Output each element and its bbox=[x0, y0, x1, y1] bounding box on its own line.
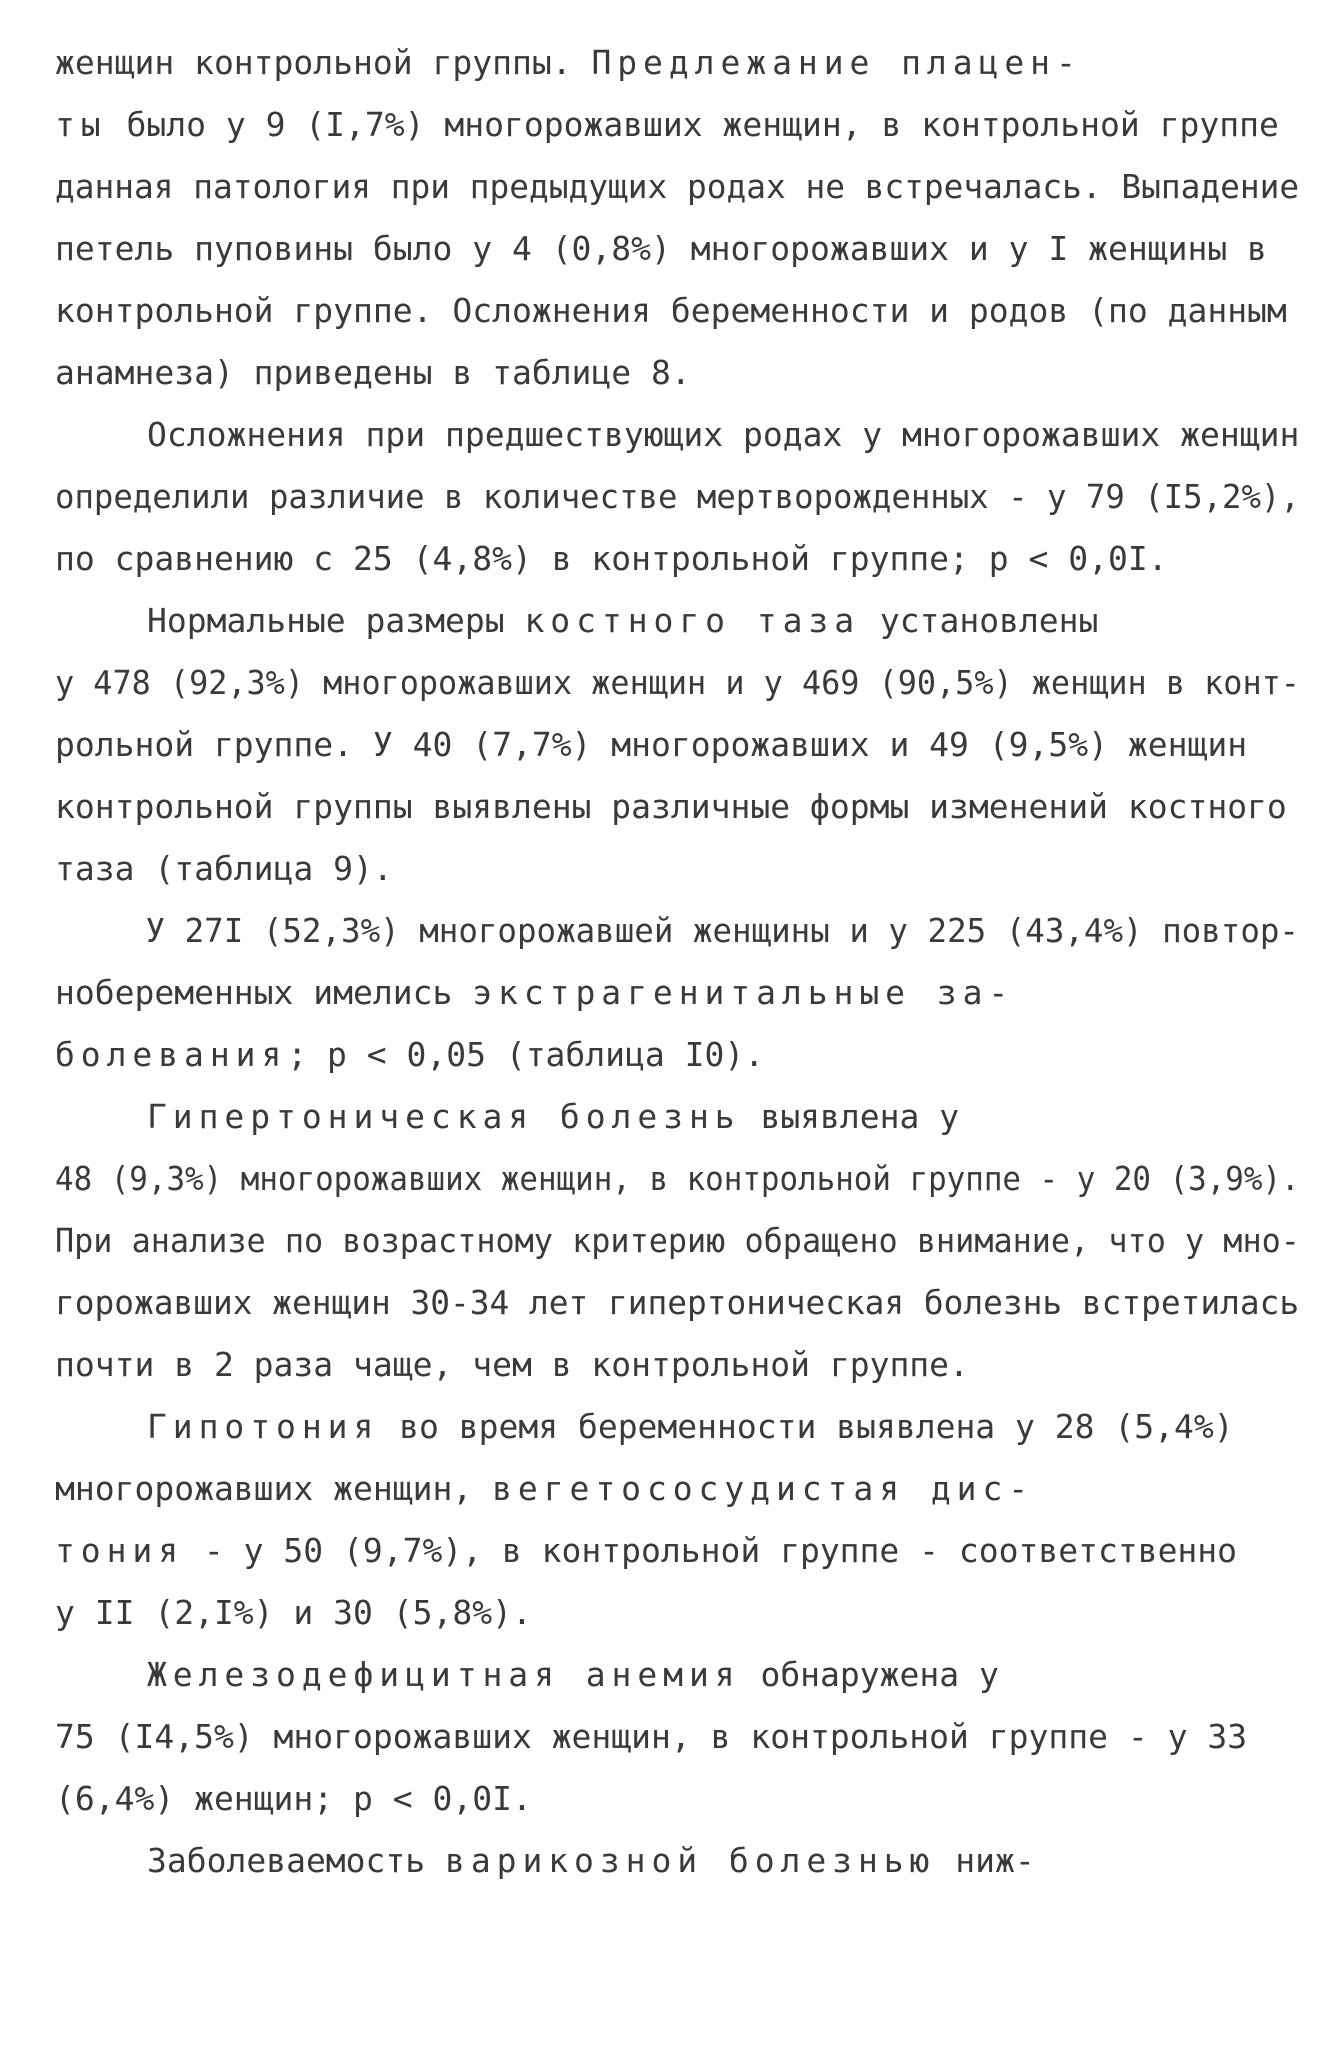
text-segment: обнаружена у bbox=[740, 1655, 999, 1694]
text-segment: почти в 2 раза чаще, чем в контрольной группе. bbox=[55, 1345, 969, 1384]
text-segment: петель пуповины было у 4 (0,8%) многорожавших и у I женщины в bbox=[55, 229, 1267, 268]
text-line bbox=[55, 32, 1300, 94]
text-line bbox=[55, 404, 1300, 466]
text-segment: (6,4%) женщин; р < 0,0I. bbox=[55, 1779, 532, 1818]
text-line bbox=[55, 652, 1300, 714]
text-line bbox=[55, 1458, 1300, 1520]
text-segment: контрольной группе. Осложнения беременности и родов (по данным bbox=[55, 291, 1287, 330]
text-line bbox=[55, 590, 1300, 652]
text-line bbox=[55, 280, 1300, 342]
emphasized-term: вегетососудистая дис- bbox=[492, 1469, 1035, 1508]
emphasized-term: болевания bbox=[55, 1035, 288, 1074]
text-segment: ; р < 0,05 (таблица I0). bbox=[287, 1035, 765, 1074]
emphasized-term: экстрагенитальные за- bbox=[472, 973, 1015, 1012]
text-segment: контрольной группы выявлены различные формы изменений костного bbox=[55, 787, 1287, 826]
emphasized-term: костного таза bbox=[524, 601, 860, 640]
text-line bbox=[55, 342, 1300, 404]
text-line bbox=[55, 1024, 1300, 1086]
text-segment: во время беременности выявлена у 28 (5,4%) bbox=[379, 1407, 1234, 1446]
text-line bbox=[55, 94, 1300, 156]
text-segment: - у 50 (9,7%), в контрольной группе - соответственно bbox=[184, 1531, 1238, 1570]
text-line bbox=[55, 1334, 1300, 1396]
emphasized-term: тония bbox=[55, 1531, 185, 1570]
text-segment: 75 (I4,5%) многорожавших женщин, в контрольной группе - у 33 bbox=[55, 1717, 1248, 1756]
text-segment: было у 9 (I,7%) многорожавших женщин, в контрольной группе bbox=[106, 105, 1279, 144]
body-text bbox=[55, 32, 1300, 1892]
text-line bbox=[55, 962, 1300, 1024]
text-segment: многорожавших женщин, bbox=[55, 1469, 493, 1508]
text-segment: ниж- bbox=[935, 1841, 1035, 1880]
text-line bbox=[55, 776, 1300, 838]
text-segment: у II (2,I%) и 30 (5,8%). bbox=[55, 1593, 532, 1632]
text-line bbox=[55, 1086, 1300, 1148]
text-line bbox=[55, 1582, 1300, 1644]
text-line bbox=[55, 838, 1300, 900]
text-segment: установлены bbox=[860, 601, 1099, 640]
text-segment: данная патология при предыдущих родах не встречалась. Выпадение bbox=[55, 167, 1300, 206]
text-line bbox=[55, 1396, 1300, 1458]
text-segment: Осложнения при предшествующих родах у многорожавших женщин bbox=[147, 415, 1300, 454]
text-segment: Заболеваемость bbox=[147, 1841, 446, 1880]
text-line bbox=[55, 1272, 1300, 1334]
text-line bbox=[55, 1644, 1300, 1706]
text-segment: У 27I (52,3%) многорожавшей женщины и у 225 (43,4%) повтор- bbox=[145, 911, 1299, 950]
emphasized-term: Предлежание плацен- bbox=[591, 43, 1082, 82]
text-line bbox=[55, 1148, 1300, 1210]
text-segment: горожавших женщин 30-34 лет гипертоническая болезнь встретилась bbox=[55, 1283, 1300, 1322]
text-segment: При анализе по возрастному критерию обращено внимание, что у мно- bbox=[55, 1221, 1300, 1260]
text-segment: таза (таблица 9). bbox=[55, 849, 393, 888]
text-segment: определили различие в количестве мертворожденных - у 79 (I5,2%), bbox=[55, 477, 1300, 516]
document-page bbox=[55, 32, 1300, 1892]
emphasized-term: Гипотония bbox=[147, 1407, 380, 1446]
text-line bbox=[55, 900, 1299, 962]
text-segment: по сравнению с 25 (4,8%) в контрольной группе; р < 0,0I. bbox=[55, 539, 1168, 578]
text-line bbox=[55, 1830, 1300, 1892]
text-segment: анамнеза) приведены в таблице 8. bbox=[55, 353, 691, 392]
text-line bbox=[55, 1210, 1300, 1272]
emphasized-term: Железодефицитная анемия bbox=[147, 1655, 741, 1694]
text-segment: у 478 (92,3%) многорожавших женщин и у 469 (90,5%) женщин в конт- bbox=[55, 663, 1300, 702]
emphasized-term: варикозной болезнью bbox=[445, 1841, 936, 1880]
text-line bbox=[55, 1768, 1300, 1830]
text-line bbox=[55, 1520, 1300, 1582]
text-segment: Нормальные размеры bbox=[147, 601, 525, 640]
emphasized-term: Гипертоническая болезнь bbox=[147, 1097, 741, 1136]
text-segment: выявлена у bbox=[740, 1097, 960, 1136]
text-segment: рольной группе. У 40 (7,7%) многорожавших и 49 (9,5%) женщин bbox=[55, 725, 1248, 764]
emphasized-term: ты bbox=[55, 105, 107, 144]
text-line bbox=[55, 1706, 1300, 1768]
text-segment: женщин контрольной группы. bbox=[55, 43, 592, 82]
text-segment: нобеременных имелись bbox=[55, 973, 473, 1012]
text-line bbox=[55, 466, 1300, 528]
text-segment: 48 (9,3%) многорожавших женщин, в контрольной группе - у 20 (3,9%). bbox=[55, 1159, 1300, 1198]
text-line bbox=[55, 714, 1300, 776]
text-line bbox=[55, 528, 1300, 590]
text-line bbox=[55, 156, 1300, 218]
text-line bbox=[55, 218, 1300, 280]
